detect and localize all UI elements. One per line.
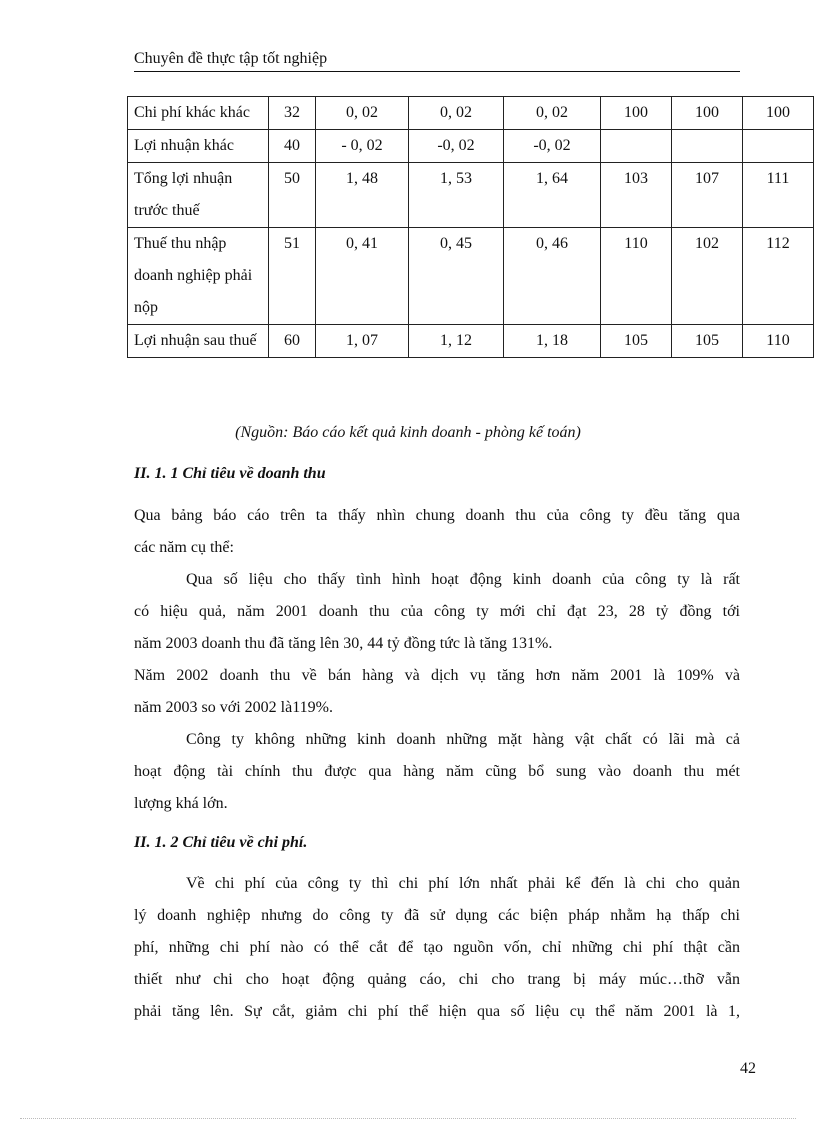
row-label-cell: Chi phí khác khác [128, 97, 269, 130]
value-cell [601, 130, 672, 163]
value-cell: 1, 64 [504, 163, 601, 228]
row-label-cell: Lợi nhuận khác [128, 130, 269, 163]
text-line: lý doanh nghiệp nhưng do công ty đã sử dụng các biện pháp nhằm hạ thấp chi [134, 907, 740, 924]
value-cell: 40 [269, 130, 316, 163]
value-cell: -0, 02 [409, 130, 504, 163]
value-cell: 100 [672, 97, 743, 130]
text-line: hoạt động tài chính thu được qua hàng năm cũng bổ sung vào doanh thu mét [134, 763, 740, 780]
value-cell: 103 [601, 163, 672, 228]
value-cell: 112 [743, 228, 814, 325]
value-cell: 32 [269, 97, 316, 130]
value-cell: 100 [743, 97, 814, 130]
value-cell [743, 130, 814, 163]
value-cell: 102 [672, 228, 743, 325]
value-cell: 105 [601, 325, 672, 358]
value-cell: 111 [743, 163, 814, 228]
source-note: (Nguồn: Báo cáo kết quả kinh doanh - phòng kế toán) [235, 424, 581, 441]
value-cell: 1, 12 [409, 325, 504, 358]
value-cell: 50 [269, 163, 316, 228]
table-row [128, 325, 814, 358]
text-line: năm 2003 so với 2002 là119%. [134, 699, 333, 716]
value-cell: 0, 02 [316, 97, 409, 130]
page-number: 42 [740, 1060, 756, 1077]
value-cell: 1, 18 [504, 325, 601, 358]
text-line: Về chi phí của công ty thì chi phí lớn nhất phải kể đến là chi cho quản [186, 875, 740, 892]
table-row [128, 130, 814, 163]
value-cell: -0, 02 [504, 130, 601, 163]
value-cell: 0, 02 [409, 97, 504, 130]
row-label-cell: Tổng lợi nhuận trước thuế [128, 163, 269, 228]
value-cell: 0, 02 [504, 97, 601, 130]
text-line: Qua số liệu cho thấy tình hình hoạt động kinh doanh của công ty là rất [186, 571, 740, 588]
section-heading-revenue: II. 1. 1 Chỉ tiêu về doanh thu [134, 465, 326, 482]
value-cell: 0, 41 [316, 228, 409, 325]
text-line: phí, những chi phí nào có thể cắt để tạo nguồn vốn, chỉ những chi phí thật cần [134, 939, 740, 956]
value-cell: 107 [672, 163, 743, 228]
value-cell: 110 [743, 325, 814, 358]
value-cell: 0, 45 [409, 228, 504, 325]
section-heading-cost: II. 1. 2 Chỉ tiêu về chi phí. [134, 834, 308, 851]
value-cell: 105 [672, 325, 743, 358]
text-line: phải tăng lên. Sự cắt, giảm chi phí thể hiện qua số liệu cụ thể năm 2001 là 1, [134, 1003, 740, 1020]
paragraph-cost [134, 868, 740, 1028]
value-cell: 51 [269, 228, 316, 325]
value-cell: 1, 48 [316, 163, 409, 228]
value-cell: - 0, 02 [316, 130, 409, 163]
paragraph-revenue-2002 [134, 660, 740, 724]
table-row [128, 228, 814, 325]
footer-divider [20, 1118, 796, 1119]
value-cell [672, 130, 743, 163]
text-line: Công ty không những kinh doanh những mặt hàng vật chất có lãi mà cả [186, 731, 740, 748]
text-line: năm 2003 doanh thu đã tăng lên 30, 44 tỷ đồng tức là tăng 131%. [134, 635, 553, 652]
row-label-cell: Lợi nhuận sau thuế [128, 325, 269, 358]
value-cell: 100 [601, 97, 672, 130]
text-line: Năm 2002 doanh thu về bán hàng và dịch vụ tăng hơn năm 2001 là 109% và [134, 667, 740, 684]
text-line: các năm cụ thể: [134, 539, 234, 556]
text-line: thiết như chi cho hoạt động quảng cáo, chi cho trang bị máy múc…thỡ vẫn [134, 971, 740, 988]
paragraph-revenue-intro [134, 500, 740, 564]
row-label-cell: Thuế thu nhập doanh nghiệp phải nộp [128, 228, 269, 325]
text-line: Qua bảng báo cáo trên ta thấy nhìn chung doanh thu của công ty đều tăng qua [134, 507, 740, 524]
value-cell: 1, 07 [316, 325, 409, 358]
document-header: Chuyên đề thực tập tốt nghiệp [134, 50, 740, 72]
profit-table [127, 96, 814, 358]
paragraph-revenue-detail [134, 564, 740, 660]
paragraph-revenue-finance [134, 724, 740, 820]
value-cell: 60 [269, 325, 316, 358]
text-line: lượng khá lớn. [134, 795, 228, 812]
value-cell: 110 [601, 228, 672, 325]
value-cell: 0, 46 [504, 228, 601, 325]
table-row [128, 163, 814, 228]
table-row [128, 97, 814, 130]
text-line: có hiệu quả, năm 2001 doanh thu của công ty mới chỉ đạt 23, 28 tỷ đồng tới [134, 603, 740, 620]
value-cell: 1, 53 [409, 163, 504, 228]
